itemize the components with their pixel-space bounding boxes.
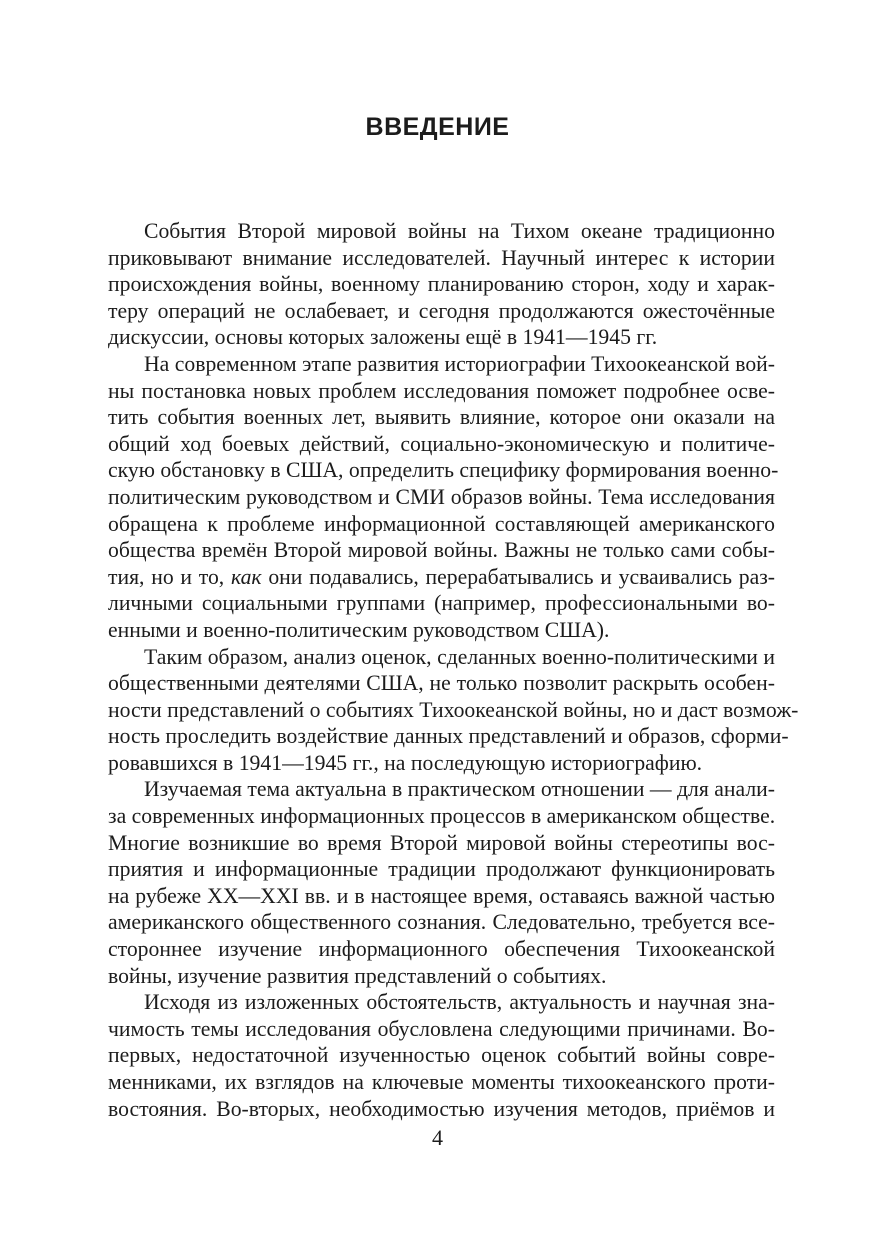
text-line: войны, изучение развития представлений о событиях. <box>108 963 607 988</box>
text-line: тия, но и то, как они подавались, перерабатывались и усваивались раз- <box>108 564 776 589</box>
text-line: общества времён Второй мировой войны. Важны не только сами собы- <box>108 538 775 563</box>
text-line: первых, недостаточной изученностью оценок событий войны совре- <box>108 1043 775 1068</box>
text-line: Исходя из изложенных обстоятельств, актуальность и научная зна- <box>144 990 775 1015</box>
text-line: приковывают внимание исследователей. Научный интерес к истории <box>108 245 775 270</box>
page-number: 4 <box>432 1125 443 1150</box>
text-line: за современных информационных процессов в американском обществе. <box>108 804 776 829</box>
text-line: менниками, их взглядов на ключевые моменты тихоокеанского проти- <box>108 1070 775 1094</box>
paragraph <box>108 351 779 644</box>
text-line: общий ход боевых действий, социально-экономическую и политиче- <box>108 431 775 456</box>
paragraph <box>108 989 775 1122</box>
text-line: Многие возникшие во время Второй мировой войны стереотипы вос- <box>108 830 775 855</box>
text-line: востояния. Во-вторых, необходимостью изучения методов, приёмов и <box>108 1096 775 1121</box>
text-line: тить события военных лет, выявить влияние, которое они оказали на <box>108 405 775 430</box>
text-line: на рубеже XX—XXI вв. и в настоящее время, оставаясь важной частью <box>108 883 775 908</box>
text-line: личными социальными группами (например, профессиональными во- <box>108 591 775 616</box>
text-line: происхождения войны, военному планированию сторон, ходу и харак- <box>108 272 775 297</box>
section-heading: ВВЕДЕНИЕ <box>365 113 510 141</box>
emphasis: как <box>230 564 262 589</box>
text-line: приятия и информационные традиции продолжают функционировать <box>108 857 775 882</box>
paragraph <box>108 776 775 989</box>
text-line: политическим руководством и СМИ образов войны. Тема исследования <box>108 484 775 509</box>
text-line: События Второй мировой войны на Тихом океане традиционно <box>144 219 775 243</box>
text-line: американского общественного сознания. Следовательно, требуется все- <box>108 910 775 935</box>
text-line: На современном этапе развития историографии Тихоокеанской вой- <box>144 351 775 376</box>
text-line: Изучаемая тема актуальна в практическом отношении — для анали- <box>144 777 775 802</box>
text-line: енными и военно-политическим руководством США). <box>108 617 610 642</box>
text-line: стороннее изучение информационного обеспечения Тихоокеанской <box>108 937 775 962</box>
paragraph <box>108 644 799 777</box>
text-line: общественными деятелями США, не только позволит раскрыть особен- <box>108 671 775 696</box>
text-line: чимость темы исследования обусловлена следующими причинами. Во- <box>108 1016 775 1041</box>
text-line: дискуссии, основы которых заложены ещё в 1941—1945 гг. <box>108 325 658 350</box>
text-line: скую обстановку в США, определить специфику формирования военно- <box>108 458 779 483</box>
paragraph <box>108 218 775 351</box>
text-line: Таким образом, анализ оценок, сделанных военно-политическими и <box>144 644 775 669</box>
text-line: ровавшихся в 1941—1945 гг., на последующую историографию. <box>108 750 703 775</box>
text-line: теру операций не ослабевает, и сегодня продолжаются ожесточённые <box>108 298 775 323</box>
text-line: ны постановка новых проблем исследования поможет подробнее осве- <box>108 378 775 403</box>
text-line: ность проследить воздействие данных представлений и образов, сформи- <box>108 724 789 749</box>
text-line: ности представлений о событиях Тихоокеанской войны, но и даст возмож- <box>108 697 799 722</box>
body-text <box>108 218 799 1122</box>
text-line: обращена к проблеме информационной составляющей американского <box>108 511 775 536</box>
